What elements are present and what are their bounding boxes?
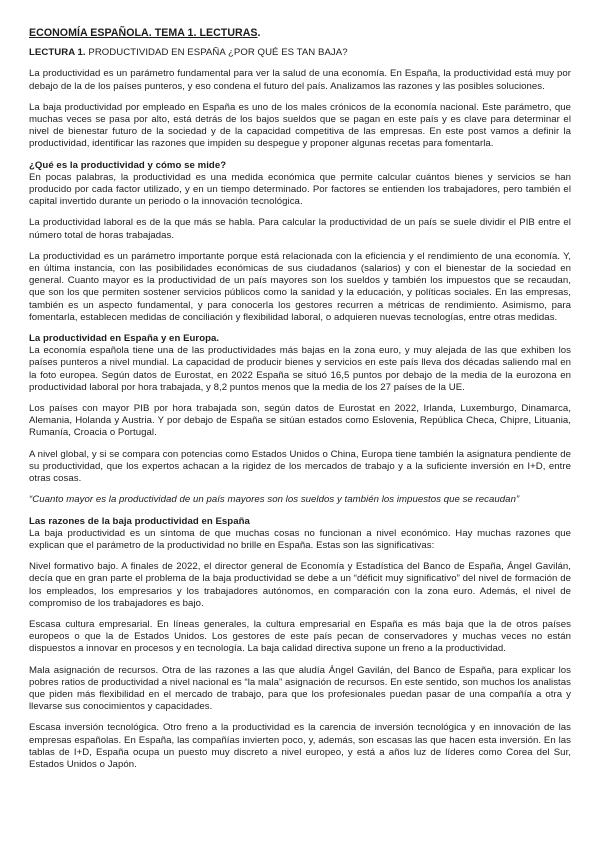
paragraph-reason-culture: Escasa cultura empresarial. En líneas generales, la cultura empresarial en España es más baja que la de otros países europeos o que la de Estados Unidos. Los gestores de este país pecan de conservadores y muchas veces no están dispuestos a innovar en procesos y en tecnología. La baja calidad directiva supone un freno a la productividad.: [29, 618, 571, 655]
lecture-title: PRODUCTIVIDAD EN ESPAÑA ¿POR QUÉ ES TAN BAJA?: [85, 47, 348, 59]
paragraph-reason-formation: Nivel formativo bajo. A finales de 2022, el director general de Economía y Estadística del Banco de España, Ángel Gavilán, decía que en gran parte el problema de la baja productividad se debe a un “déficit muy significativo” del nivel de formación de los empleados, los empresarios y los trabajadores autónomos, en comparación con la zona euro. Además, el nivel de compromiso de los trabajadores es bajo.: [29, 561, 571, 609]
paragraph-what-1: En pocas palabras, la productividad es una medida económica que permite calcular cuántos bienes y servicios se han producido por cada factor utilizado, y en un tiempo determinado. Por factores se entienden los trabajadores, pero también el capital invertido durante un periodo o la innovación tecnológica.: [29, 171, 571, 208]
paragraph-intro-1: La productividad es un parámetro fundamental para ver la salud de una economía. En España, la productividad está muy por debajo de la de los países punteros, y eso condena el futuro del país. Analizamos las razones y las posibles soluciones.: [29, 68, 571, 92]
section-heading-what-is-productivity: ¿Qué es la productividad y cómo se mide?: [29, 159, 227, 171]
lecture-label: LECTURA 1.: [29, 47, 86, 59]
paragraph-what-3: La productividad es un parámetro importante porque está relacionada con la eficiencia y el rendimiento de una economía. Y, en última instancia, con las posibilidades económicas de sus ciudadanos (salarios) y con el bienestar de la sociedad en general. Cuanto mayor es la productividad de un país mayores son los sueldos y también los impuestos que se recaudan, que son los que permiten sostener servicios públicos como la sanidad y la educación, y políticas sociales. En las empresas, también es un aspecto fundamental, y para conocerla los gestores recurren a métricas de rendimiento. Asimismo, para fomentarla, establecen medidas de conciliación y flexibilidad laboral, o adquieren nuevas tecnologías, entre otras medidas.: [29, 250, 571, 323]
paragraph-europe-3: A nivel global, y si se compara con potencias como Estados Unidos o China, Europa tiene también la asignatura pendiente de su productividad, que los expertos achacan a la rigidez de los mercados de trabajo y a la suficiente inversión en I+D, entre otras cosas.: [29, 448, 571, 485]
doc-title-period: .: [257, 27, 261, 39]
paragraph-reason-tech: Escasa inversión tecnológica. Otro freno a la productividad es la carencia de inversión tecnológica y en innovación de las empresas españolas. En España, las compañías invierten poco, y, además, son escasas las que hacen esta inversión. En las tablas de I+D, España ocupa un puesto muy discreto a nivel europeo, y está a años luz de líderes como Corea del Sur, Estados Unidos o Japón.: [29, 722, 571, 770]
paragraph-reason-resources: Mala asignación de recursos. Otra de las razones a las que aludía Ángel Gavilán, del Banco de España, para explicar los pobres ratios de productividad a nivel nacional es “la mala” asignación de recursos. En este sentido, son muchos los analistas que piden más flexibilidad en el mercado de trabajo, para que los profesionales puedan pasar de una compañía a otra y llevarse sus conocimientos y capacidades.: [29, 664, 571, 713]
paragraph-intro-2: La baja productividad por empleado en España es uno de los males crónicos de la economía nacional. Este parámetro, que muchas veces se pasa por alto, está detrás de los bajos sueldos que se pagan en este país y es clave para determinar el nivel de bienestar futuro de la sociedad y de la capacidad competitiva de las empresas. En este post vamos a definir la productividad, identificar las razones que impiden su despegue y proponer algunas recetas para fomentarla.: [29, 101, 571, 150]
doc-title-text: ECONOMÍA ESPAÑOLA. TEMA 1. LECTURAS: [29, 27, 258, 39]
quote-line: “Cuanto mayor es la productividad de un país mayores son los sueldos y también los impuestos que se recaudan”: [29, 494, 520, 506]
lecture-heading: [29, 47, 571, 59]
paragraph-what-2: La productividad laboral es de la que más se habla. Para calcular la productividad de un país se suele dividir el PIB entre el número total de horas trabajadas.: [29, 217, 571, 241]
section-heading-spain-europe: La productividad en España y en Europa.: [29, 333, 220, 345]
doc-title: [29, 27, 571, 39]
section-heading-reasons: Las razones de la baja productividad en España: [29, 515, 250, 527]
paragraph-europe-2: Los países con mayor PIB por hora trabajada son, según datos de Eurostat en 2022, Irlanda, Luxemburgo, Dinamarca, Alemania, Holanda y Austria. Y por debajo de España se sitúan estados como Eslovenia, República Checa, Chipre, Lituania, Rumanía, Croacia o Portugal.: [29, 403, 571, 439]
paragraph-europe-1: La economía española tiene una de las productividades más bajas en la zona euro, y muy alejada de las que exhiben los países punteros a nivel mundial. La capacidad de producir bienes y servicios en este país lleva dos décadas saliendo mal en la foto europea. Según datos de Eurostat, en 2022 España se situó 16,5 puntos por debajo de la media de la eurozona en productividad laboral por hora trabajada, y 8,2 puntos menos que la media de los 27 países de la UE.: [29, 345, 571, 393]
paragraph-reasons-intro: La baja productividad es un síntoma de que muchas cosas no funcionan a nivel económico. Hay muchas razones que explican que el parámetro de la productividad no brille en España. Estas son las significativas:: [29, 527, 571, 551]
